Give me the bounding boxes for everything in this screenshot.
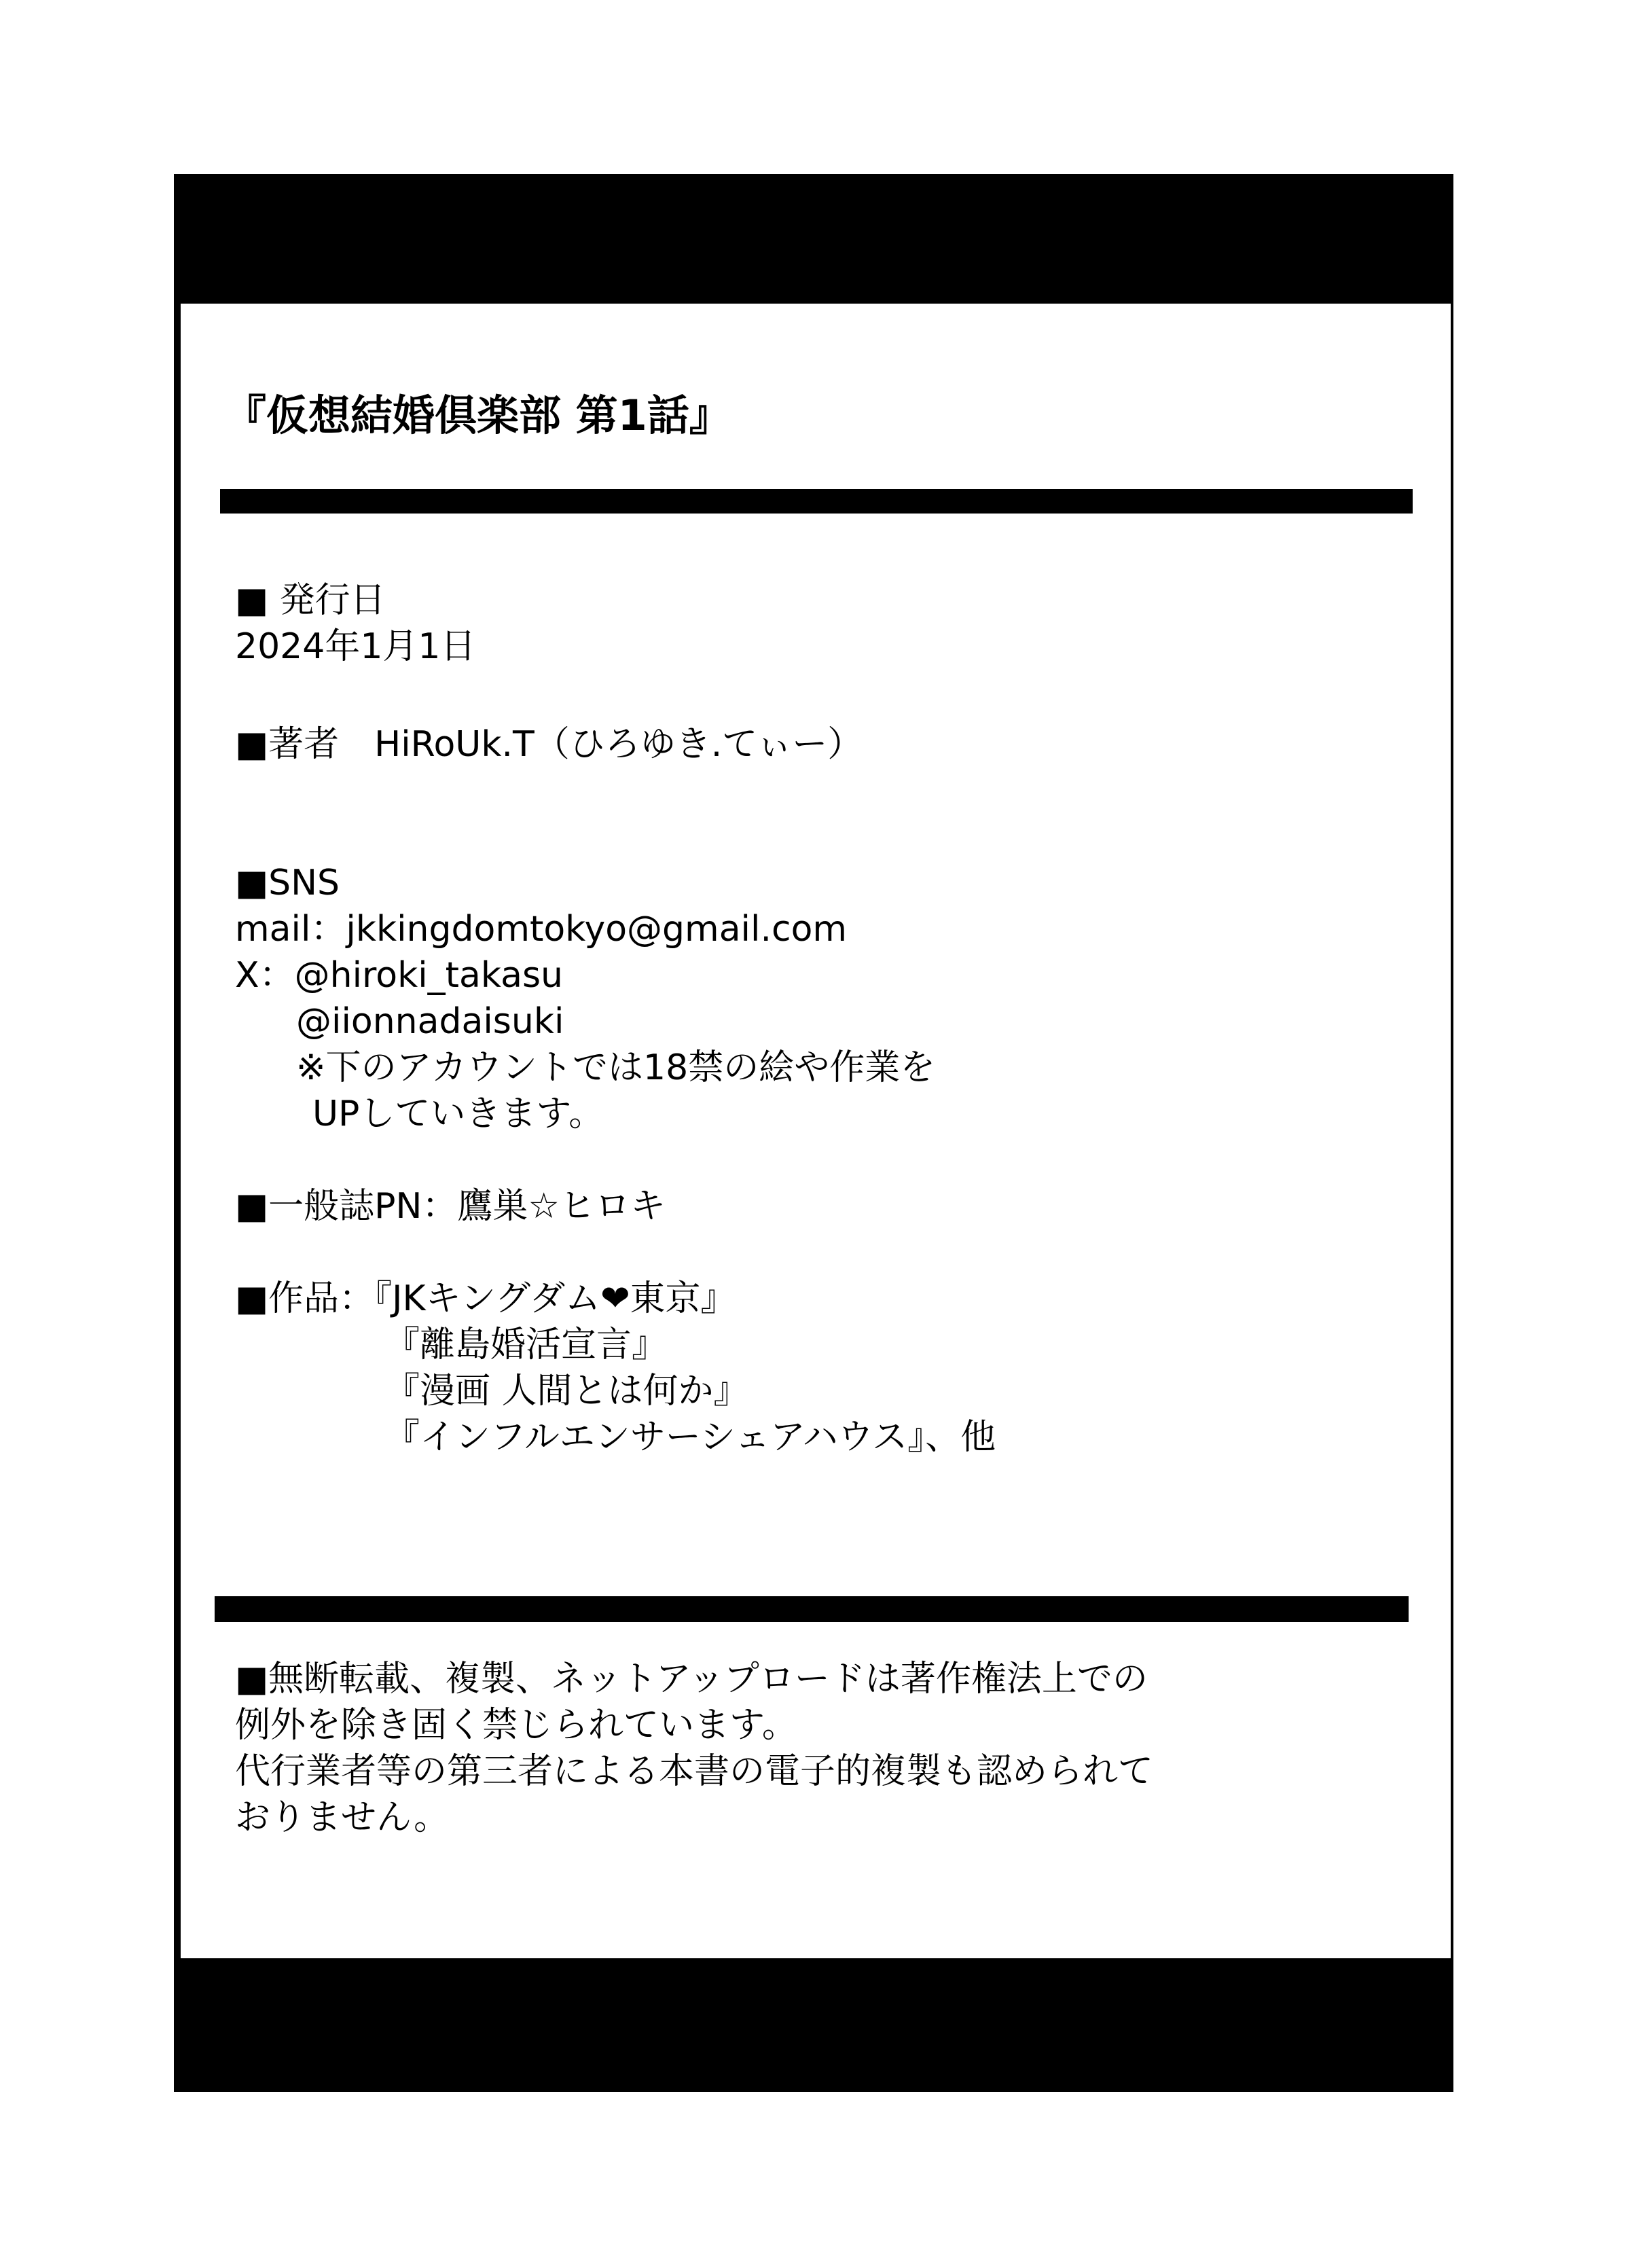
colophon-panel bbox=[181, 304, 1451, 1958]
notice-line3: 代行業者等の第三者による本書の電子的複製も認められて bbox=[235, 1751, 1154, 1792]
book-title: 『仮想結婚倶楽部 第1話』 bbox=[224, 391, 731, 440]
pen-name-line: ■一般誌PN：鷹巣☆ヒロキ bbox=[235, 1186, 666, 1227]
works-line1: ■作品：『JKキングダム❤東京』 bbox=[235, 1278, 736, 1319]
notice-line2: 例外を除き固く禁じられています。 bbox=[235, 1705, 797, 1746]
notice-line4: おりません。 bbox=[235, 1797, 450, 1838]
author-line: ■著者 HiRoUk.T（ひろゆき.てぃー） bbox=[235, 724, 863, 765]
divider-bottom bbox=[215, 1596, 1409, 1622]
works-line2: 『離島婚活宣言』 bbox=[384, 1325, 668, 1365]
sns-note-line1: ※下のアカウントでは18禁の絵や作業を bbox=[296, 1047, 936, 1088]
release-heading: ■ 発行日 bbox=[235, 580, 386, 621]
notice-line1: ■無断転載、複製、ネットアップロードは著作権法上での bbox=[235, 1659, 1148, 1699]
divider-top bbox=[220, 489, 1413, 514]
sns-mail: mail：jkkingdomtokyo@gmail.com bbox=[235, 909, 848, 950]
works-line4: 『インフルエンサーシェアハウス』、他 bbox=[384, 1417, 996, 1458]
release-date: 2024年1月1日 bbox=[235, 626, 476, 667]
works-line3: 『漫画 人間とは何か』 bbox=[384, 1371, 749, 1411]
sns-x-secondary: @iionnadaisuki bbox=[296, 1001, 564, 1042]
sns-x-primary: X：@hiroki_takasu bbox=[235, 955, 564, 996]
sns-note-line2: UPしていきます。 bbox=[312, 1094, 604, 1134]
sns-heading: ■SNS bbox=[235, 863, 340, 903]
